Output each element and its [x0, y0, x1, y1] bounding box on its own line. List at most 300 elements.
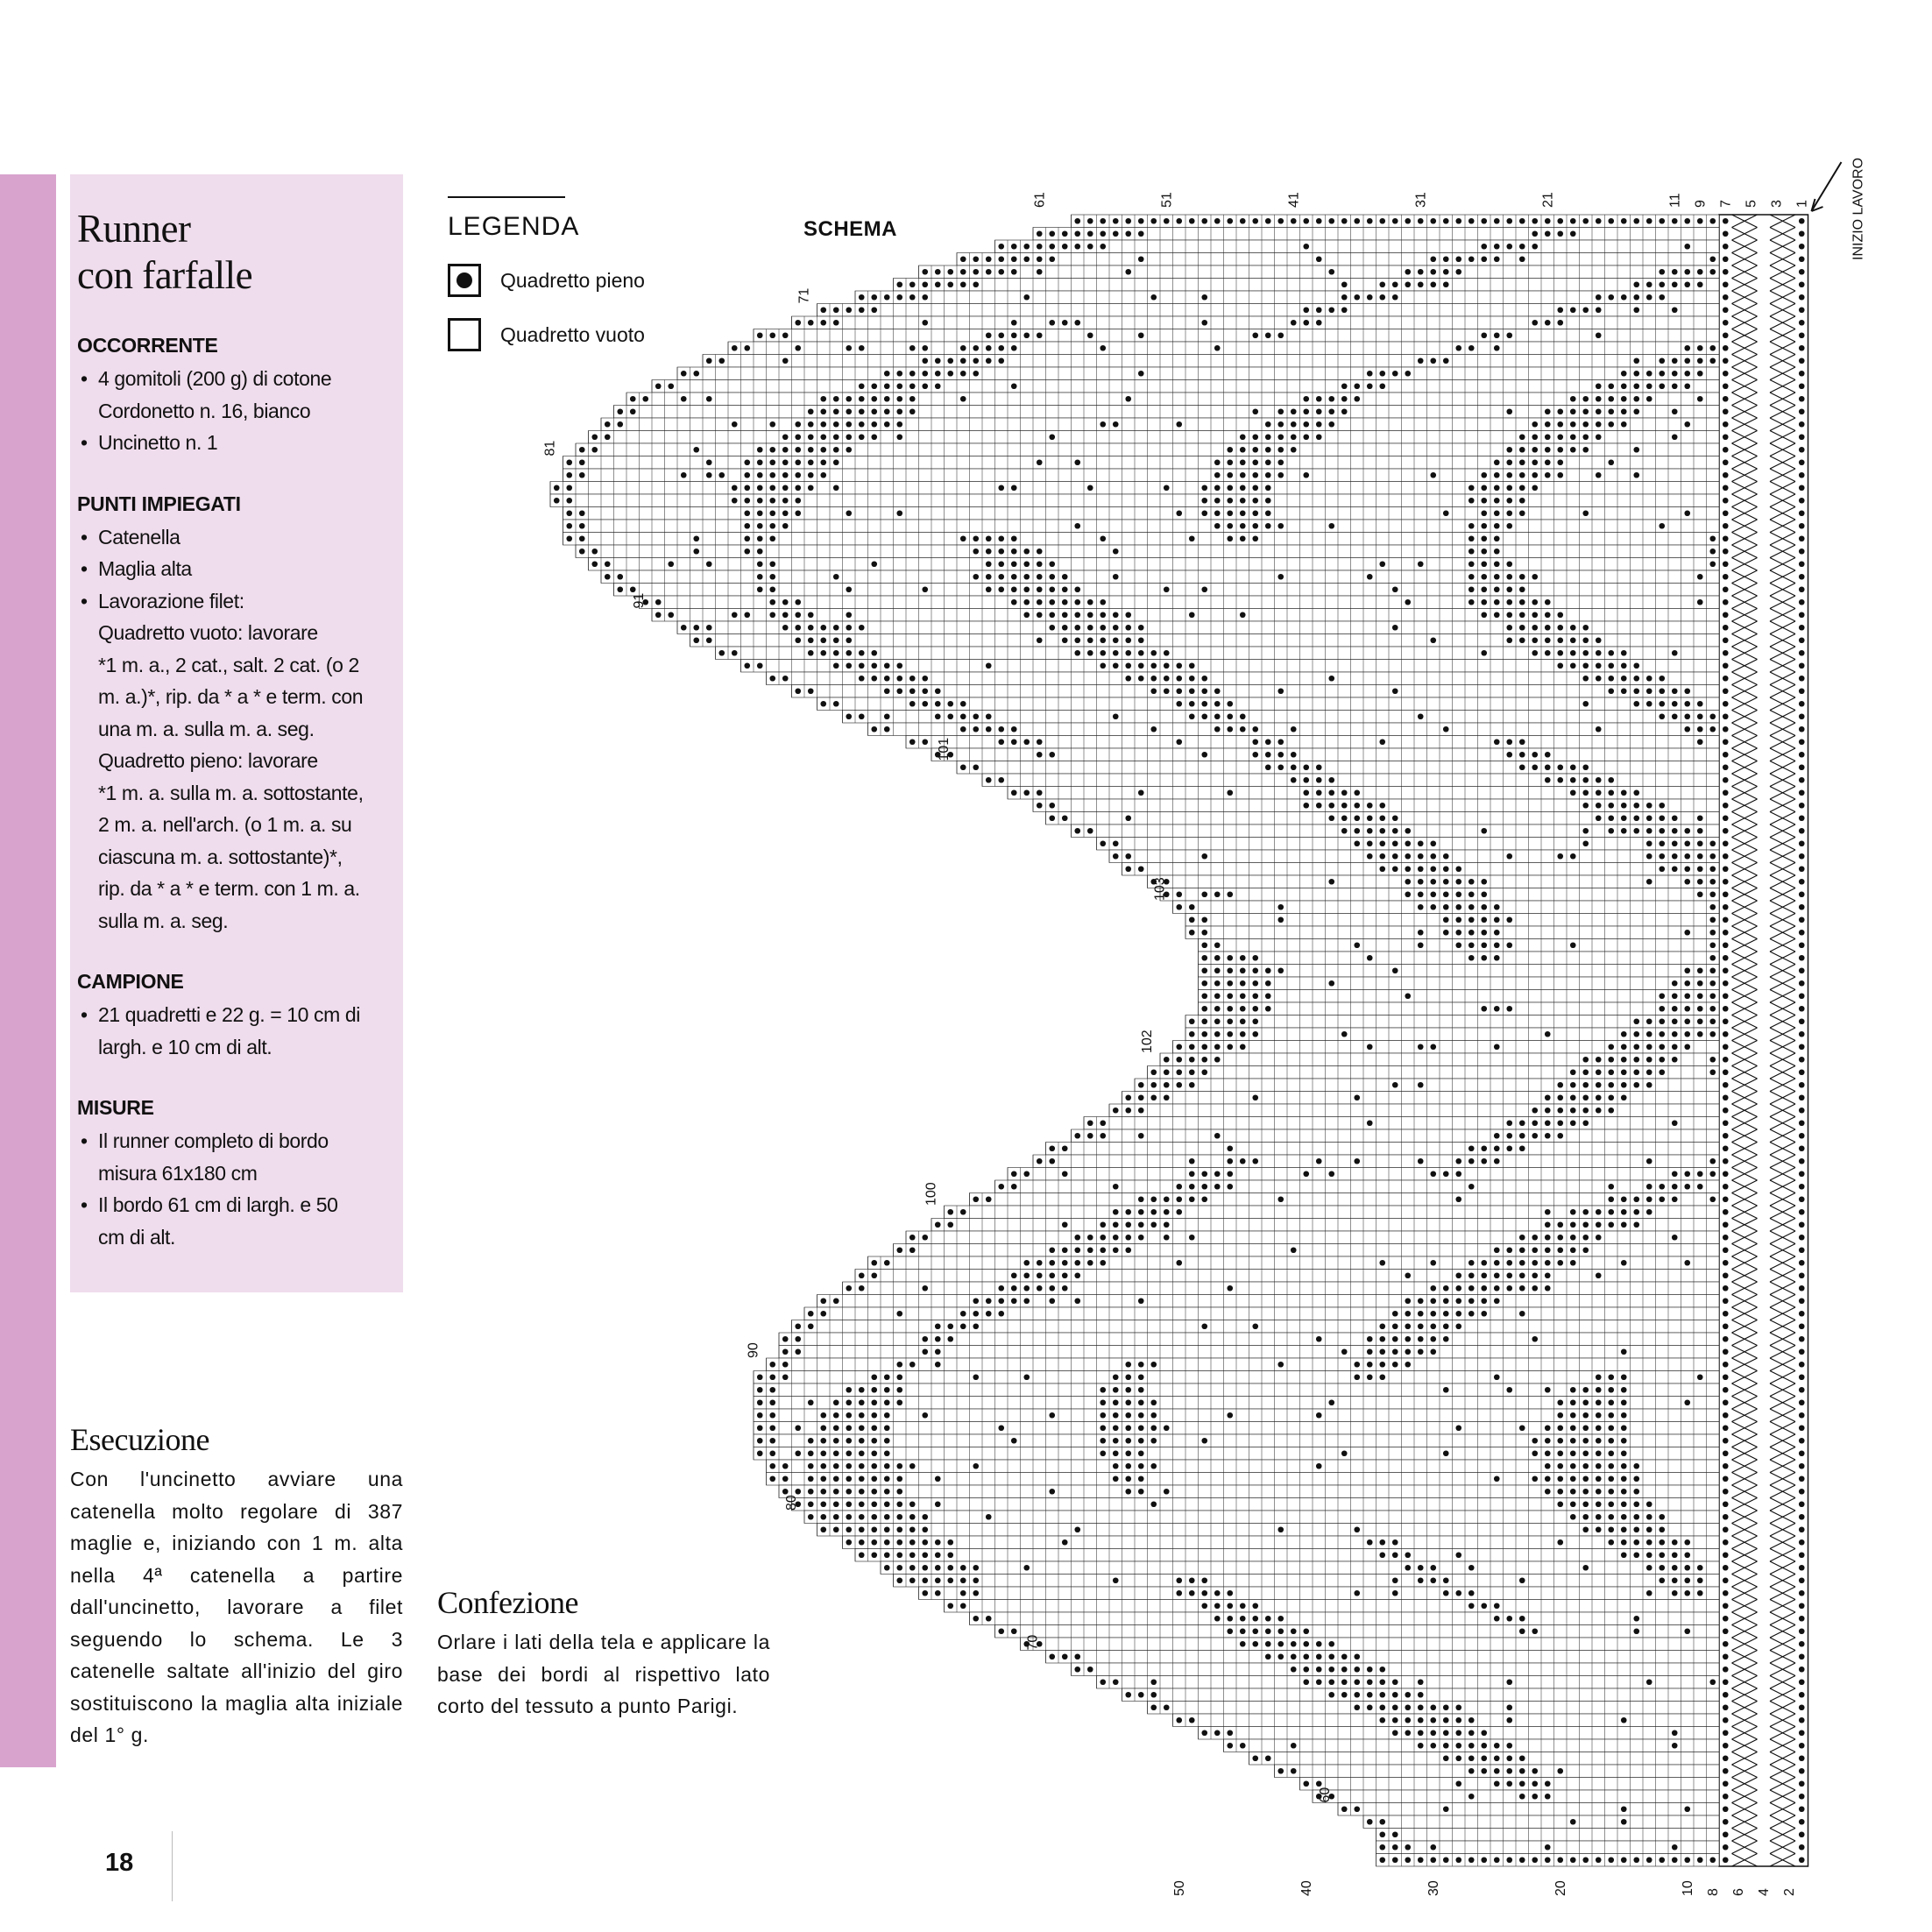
border-dot: [1723, 676, 1729, 682]
filled-square-dot: [960, 357, 966, 364]
filled-square-dot: [1418, 218, 1424, 224]
border-dot: [1799, 1171, 1805, 1177]
filled-square-dot: [998, 535, 1004, 541]
filled-square-dot: [693, 637, 699, 643]
border-dot: [1723, 1476, 1729, 1482]
filled-square-dot: [859, 396, 865, 402]
filled-square-dot: [1621, 218, 1627, 224]
filled-square-dot: [922, 294, 928, 301]
filled-square-dot: [1506, 447, 1512, 453]
filled-square-dot: [1341, 218, 1348, 224]
filled-square-dot: [1633, 357, 1639, 364]
filled-square-dot: [1240, 535, 1246, 541]
filled-square-dot: [1519, 244, 1525, 250]
filled-square-dot: [769, 447, 775, 453]
filled-square-dot: [1049, 256, 1055, 262]
filled-square-dot: [1621, 650, 1627, 656]
filled-square-dot: [1328, 421, 1334, 428]
filled-square-dot: [1659, 713, 1665, 719]
filled-square-dot: [1252, 332, 1258, 338]
filled-square-dot: [973, 357, 979, 364]
filled-square-dot: [1672, 371, 1678, 377]
filled-square-dot: [1100, 244, 1106, 250]
filled-square-dot: [1494, 244, 1500, 250]
filled-square-dot: [998, 726, 1004, 732]
filled-square-dot: [986, 713, 992, 719]
filled-square-dot: [896, 281, 902, 287]
filled-square-dot: [1049, 612, 1055, 618]
filled-square-dot: [1494, 498, 1500, 504]
border-dot: [1799, 1806, 1805, 1812]
filled-square-dot: [1570, 421, 1576, 428]
filled-square-dot: [1074, 218, 1080, 224]
filled-square-dot: [630, 396, 636, 402]
filled-square-dot: [1201, 586, 1207, 592]
filled-square-dot: [846, 713, 852, 719]
border-dot: [1799, 294, 1805, 301]
filled-square-dot: [744, 472, 750, 478]
border-dot: [1723, 625, 1729, 631]
filled-square-dot: [1189, 535, 1195, 541]
filled-square-dot: [1037, 548, 1043, 555]
filled-square-dot: [1227, 459, 1233, 465]
filled-square-dot: [1240, 523, 1246, 529]
filled-square-dot: [909, 396, 916, 402]
filled-square-dot: [1113, 421, 1119, 428]
filled-square-dot: [884, 371, 890, 377]
filled-square-dot: [820, 307, 826, 313]
border-dot: [1723, 955, 1729, 961]
filled-square-dot: [1519, 637, 1525, 643]
filled-square-dot: [1684, 421, 1690, 428]
filled-square-dot: [1227, 472, 1233, 478]
filled-square-dot: [1087, 612, 1093, 618]
border-dot: [1723, 1794, 1729, 1800]
filled-square-dot: [1074, 625, 1080, 631]
filled-square-dot: [1291, 726, 1297, 732]
border-dot: [1723, 510, 1729, 516]
filled-square-dot: [769, 498, 775, 504]
filled-square-dot: [757, 332, 763, 338]
grid-row: [563, 507, 1720, 520]
filled-square-dot: [922, 586, 928, 592]
filled-square-dot: [1074, 599, 1080, 605]
border-dot: [1723, 498, 1729, 504]
filled-square-dot: [1354, 396, 1360, 402]
border-dot: [1723, 688, 1729, 694]
filled-square-dot: [1506, 472, 1512, 478]
filled-square-dot: [820, 459, 826, 465]
filled-square-dot: [1277, 434, 1284, 440]
border-dot: [1799, 269, 1805, 275]
filled-square-dot: [744, 510, 750, 516]
filled-square-dot: [1532, 472, 1538, 478]
filled-square-dot: [1532, 230, 1538, 237]
filled-square-dot: [1430, 269, 1436, 275]
empty-square-icon: [448, 318, 481, 351]
filled-square-dot: [1367, 371, 1373, 377]
filled-square-dot: [1341, 281, 1348, 287]
border-dot: [1723, 904, 1729, 910]
filled-square-dot: [782, 357, 789, 364]
filled-square-dot: [973, 548, 979, 555]
border-dot: [1799, 1348, 1805, 1355]
filled-square-dot: [1659, 383, 1665, 389]
filled-square-dot: [1265, 447, 1271, 453]
filled-square-dot: [1291, 434, 1297, 440]
filled-square-dot: [1659, 218, 1665, 224]
filled-square-dot: [1633, 294, 1639, 301]
filled-square-dot: [693, 535, 699, 541]
grid-row: [716, 647, 1720, 660]
filled-square-dot: [1570, 434, 1576, 440]
filled-square-dot: [1468, 256, 1475, 262]
filled-square-dot: [1532, 612, 1538, 618]
filled-square-dot: [1519, 612, 1525, 618]
border-dot: [1799, 993, 1805, 999]
filled-square-dot: [1023, 739, 1030, 745]
border-dot: [1723, 307, 1729, 313]
filled-square-dot: [1506, 637, 1512, 643]
border-dot: [1799, 1565, 1805, 1571]
border-dot: [1799, 1857, 1805, 1863]
filled-square-dot: [846, 637, 852, 643]
border-dot: [1799, 548, 1805, 555]
filled-square-dot: [1150, 650, 1157, 656]
filled-square-dot: [1087, 485, 1093, 491]
border-dot: [1799, 1489, 1805, 1495]
filled-square-dot: [1545, 421, 1551, 428]
filled-square-dot: [1138, 625, 1144, 631]
filled-square-dot: [1582, 510, 1589, 516]
list-item: • Maglia alta: [77, 553, 396, 585]
filled-square-dot: [820, 421, 826, 428]
filled-square-dot: [998, 561, 1004, 567]
filled-square-dot: [998, 485, 1004, 491]
filled-square-dot: [973, 713, 979, 719]
filled-square-dot: [1125, 662, 1131, 669]
border-dot: [1799, 1476, 1805, 1482]
border-dot: [1723, 345, 1729, 351]
filled-square-dot: [1596, 650, 1602, 656]
filled-square-dot: [1633, 218, 1639, 224]
filled-square-dot: [1303, 307, 1309, 313]
filled-square-dot: [1481, 599, 1487, 605]
filled-square-dot: [1596, 307, 1602, 313]
filled-square-dot: [1062, 612, 1068, 618]
border-dot: [1799, 1387, 1805, 1393]
filled-square-dot: [1545, 320, 1551, 326]
filled-square-dot: [1164, 218, 1170, 224]
filled-square-dot: [757, 662, 763, 669]
filled-square-dot: [820, 637, 826, 643]
filled-square-dot: [1557, 307, 1563, 313]
filled-square-dot: [566, 459, 572, 465]
filled-square-dot: [935, 688, 941, 694]
filled-square-dot: [769, 332, 775, 338]
filled-square-dot: [579, 459, 585, 465]
filled-square-dot: [1277, 764, 1284, 770]
filled-square-dot: [579, 510, 585, 516]
filled-square-dot: [846, 612, 852, 618]
border-dot: [1723, 764, 1729, 770]
filled-square-dot: [1481, 561, 1487, 567]
filled-square-dot: [859, 408, 865, 414]
border-dot: [1799, 1145, 1805, 1151]
filled-square-dot: [744, 548, 750, 555]
border-dot: [1723, 1844, 1729, 1851]
filled-square-dot: [1214, 345, 1221, 351]
filled-square-dot: [1646, 396, 1652, 402]
filled-square-dot: [1557, 459, 1563, 465]
filled-square-dot: [1303, 396, 1309, 402]
filled-square-dot: [808, 485, 814, 491]
filled-square-dot: [1277, 408, 1284, 414]
filled-square-dot: [1214, 498, 1221, 504]
border-dot: [1723, 930, 1729, 936]
filled-square-dot: [1494, 548, 1500, 555]
filled-square-dot: [947, 281, 953, 287]
border-dot: [1799, 1108, 1805, 1114]
border-dot: [1799, 396, 1805, 402]
filled-square-dot: [808, 421, 814, 428]
filled-square-dot: [1074, 459, 1080, 465]
border-dot: [1723, 269, 1729, 275]
filled-square-dot: [1633, 396, 1639, 402]
filled-square-dot: [1328, 307, 1334, 313]
filled-square-dot: [1341, 408, 1348, 414]
filled-square-dot: [1201, 498, 1207, 504]
filled-square-dot: [909, 281, 916, 287]
filled-square-dot: [1633, 408, 1639, 414]
filled-square-dot: [1138, 662, 1144, 669]
border-dot: [1799, 1844, 1805, 1851]
border-dot: [1799, 1692, 1805, 1698]
border-dot: [1723, 701, 1729, 707]
materials-sections: [77, 334, 396, 1253]
filled-square-dot: [808, 408, 814, 414]
filled-square-dot: [1596, 396, 1602, 402]
filled-square-dot: [998, 548, 1004, 555]
filled-square-dot: [1672, 701, 1678, 707]
filled-square-dot: [859, 713, 865, 719]
filled-square-dot: [566, 535, 572, 541]
filled-square-dot: [1481, 548, 1487, 555]
filled-square-dot: [1481, 256, 1487, 262]
filled-square-dot: [896, 371, 902, 377]
filled-square-dot: [1468, 561, 1475, 567]
filled-square-dot: [1252, 459, 1258, 465]
border-dot: [1799, 1082, 1805, 1088]
filled-square-dot: [1138, 332, 1144, 338]
filled-square-dot: [998, 269, 1004, 275]
filled-square-dot: [1138, 371, 1144, 377]
filled-square-dot: [566, 485, 572, 491]
filled-square-dot: [896, 434, 902, 440]
filled-square-dot: [782, 625, 789, 631]
filled-square-dot: [1570, 625, 1576, 631]
filled-square-dot: [782, 676, 789, 682]
filled-square-dot: [1519, 739, 1525, 745]
filled-square-dot: [1621, 371, 1627, 377]
filled-square-dot: [859, 676, 865, 682]
filled-square-dot: [1443, 218, 1449, 224]
filled-square-dot: [1418, 357, 1424, 364]
filled-square-dot: [1023, 548, 1030, 555]
filled-square-dot: [655, 599, 662, 605]
filled-square-dot: [693, 548, 699, 555]
filled-square-dot: [744, 498, 750, 504]
filled-square-dot: [591, 434, 598, 440]
filled-square-dot: [909, 676, 916, 682]
filled-square-dot: [922, 383, 928, 389]
filled-square-dot: [1506, 625, 1512, 631]
filled-square-dot: [1633, 701, 1639, 707]
border-dot: [1799, 1196, 1805, 1202]
filled-square-dot: [1164, 650, 1170, 656]
filled-square-dot: [1252, 447, 1258, 453]
filled-square-dot: [1545, 230, 1551, 237]
filled-square-dot: [1557, 625, 1563, 631]
filled-square-dot: [1049, 625, 1055, 631]
filled-square-dot: [1087, 637, 1093, 643]
confezione-text: Orlare i lati della tela e applicare la base dei bordi al rispettivo lato corto del tessuto a punto Parigi.: [437, 1631, 770, 1717]
filled-square-dot: [1037, 637, 1043, 643]
filled-square-dot: [1087, 230, 1093, 237]
border-dot: [1723, 1552, 1729, 1558]
border-dot: [1799, 599, 1805, 605]
filled-square-dot: [973, 281, 979, 287]
filled-square-dot: [668, 561, 674, 567]
filled-square-dot: [630, 408, 636, 414]
filled-square-dot: [1023, 561, 1030, 567]
filled-square-dot: [1367, 383, 1373, 389]
filled-square-dot: [1621, 396, 1627, 402]
filled-square-dot: [1633, 676, 1639, 682]
filled-square-dot: [986, 548, 992, 555]
filled-square-dot: [846, 408, 852, 414]
filled-square-dot: [1519, 764, 1525, 770]
filled-square-dot: [1023, 612, 1030, 618]
filled-square-dot: [1506, 561, 1512, 567]
filled-square-dot: [1011, 599, 1017, 605]
filled-square-dot: [744, 535, 750, 541]
filled-square-dot: [973, 764, 979, 770]
border-dot: [1799, 1501, 1805, 1507]
filled-square-dot: [1316, 396, 1322, 402]
filled-square-dot: [769, 485, 775, 491]
filled-square-dot: [884, 396, 890, 402]
filled-square-dot: [1011, 726, 1017, 732]
filled-square-dot: [1494, 599, 1500, 605]
filled-square-dot: [1125, 650, 1131, 656]
filled-square-dot: [1443, 281, 1449, 287]
border-dot: [1723, 815, 1729, 821]
filled-square-dot: [795, 459, 801, 465]
filled-square-dot: [1023, 256, 1030, 262]
filled-square-dot: [1481, 523, 1487, 529]
section-heading: MISURE: [77, 1096, 154, 1119]
filled-square-dot: [693, 447, 699, 453]
filled-square-dot: [1176, 662, 1182, 669]
filled-square-dot: [1392, 218, 1398, 224]
filled-square-dot: [795, 421, 801, 428]
filled-square-dot: [986, 357, 992, 364]
filled-square-dot: [986, 662, 992, 669]
filled-square-dot: [795, 320, 801, 326]
filled-square-dot: [1227, 485, 1233, 491]
filled-square-dot: [769, 523, 775, 529]
filled-square-dot: [960, 256, 966, 262]
filled-square-dot: [1570, 662, 1576, 669]
filled-square-dot: [1328, 408, 1334, 414]
border-dot: [1723, 421, 1729, 428]
border-dot: [1799, 650, 1805, 656]
filled-square-dot: [782, 447, 789, 453]
list-item: • Uncinetto n. 1: [77, 427, 396, 459]
filled-square-dot: [1506, 599, 1512, 605]
filled-square-dot: [1532, 244, 1538, 250]
border-dot: [1723, 650, 1729, 656]
filled-square-dot: [1697, 371, 1703, 377]
filled-square-dot: [782, 472, 789, 478]
filled-square-dot: [1582, 662, 1589, 669]
border-dot: [1723, 1171, 1729, 1177]
filled-square-dot: [1659, 269, 1665, 275]
filled-square-dot: [1379, 218, 1385, 224]
filled-square-dot: [1494, 739, 1500, 745]
filled-square-dot: [1443, 510, 1449, 516]
border-dot: [1799, 612, 1805, 618]
filled-square-dot: [1532, 574, 1538, 580]
border-dot: [1723, 713, 1729, 719]
filled-square-dot: [1494, 332, 1500, 338]
filled-square-dot: [1277, 739, 1284, 745]
filled-square-dot: [782, 612, 789, 618]
border-dot: [1799, 904, 1805, 910]
list-item: • 21 quadretti e 22 g. = 10 cm di largh. e 10 cm di alt.: [77, 999, 396, 1063]
border-dot: [1799, 1057, 1805, 1063]
filled-square-dot: [1265, 434, 1271, 440]
border-dot: [1799, 1133, 1805, 1139]
filled-square-dot: [1481, 472, 1487, 478]
border-dot: [1723, 1387, 1729, 1393]
filled-square-dot: [922, 676, 928, 682]
border-dot: [1723, 1450, 1729, 1456]
filled-square-dot: [1227, 447, 1233, 453]
filled-square-dot: [1227, 726, 1233, 732]
border-dot: [1723, 1018, 1729, 1024]
filled-square-dot: [1709, 548, 1716, 555]
border-dot: [1723, 840, 1729, 846]
filled-square-dot: [947, 713, 953, 719]
border-dot: [1799, 1362, 1805, 1368]
filled-square-dot: [1633, 383, 1639, 389]
border-dot: [1799, 1730, 1805, 1736]
border-dot: [1799, 1006, 1805, 1012]
border-dot: [1723, 993, 1729, 999]
filled-square-dot: [1608, 676, 1614, 682]
filled-square-dot: [884, 676, 890, 682]
filled-square-dot: [693, 625, 699, 631]
filled-square-dot: [960, 713, 966, 719]
materials-panel: [70, 174, 403, 1292]
border-dot: [1723, 1247, 1729, 1253]
filled-square-dot: [1277, 447, 1284, 453]
border-dot: [1799, 383, 1805, 389]
border-dot: [1723, 1120, 1729, 1126]
filled-square-dot: [1074, 244, 1080, 250]
